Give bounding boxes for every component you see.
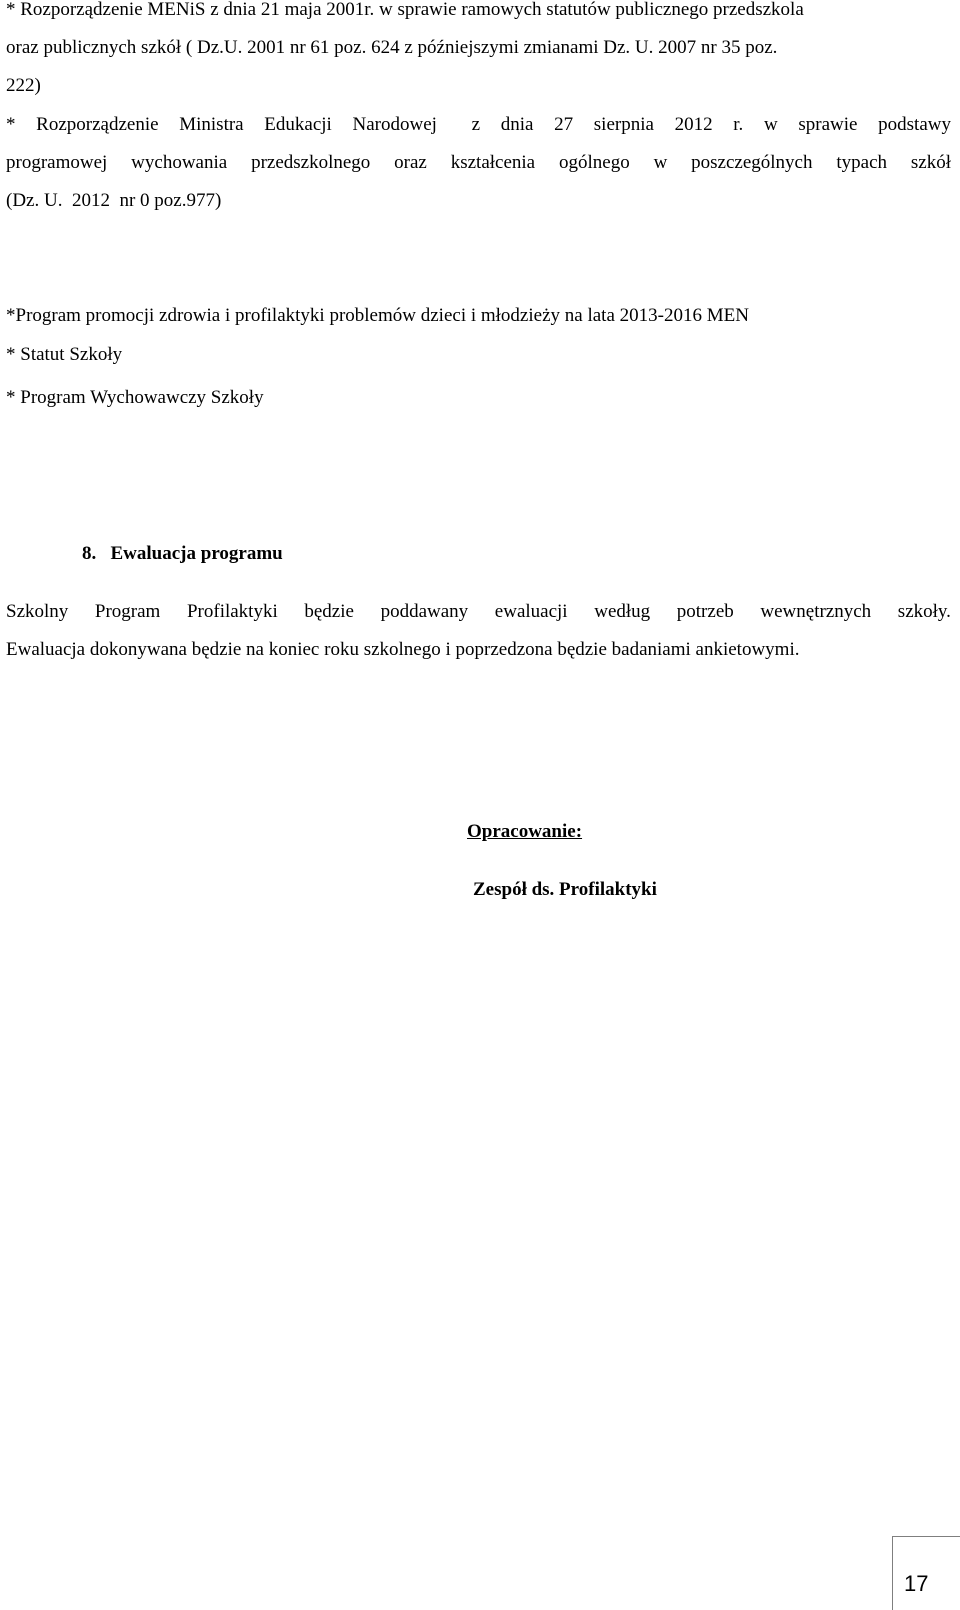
reference-line [6, 115, 951, 134]
word: typach [836, 152, 888, 173]
word: w [763, 114, 778, 135]
word: ewaluacji [494, 601, 568, 622]
word: dnia [500, 114, 534, 135]
prepared-by-label: Opracowanie: [467, 821, 583, 842]
word: ogólnego [558, 152, 630, 173]
page-number: 17 [904, 1571, 929, 1596]
word: będzie [304, 601, 354, 622]
program-item: * Program Wychowawczy Szkoły [6, 387, 264, 408]
section-heading: 8. Ewaluacja programu [82, 543, 283, 564]
program-item: *Program promocji zdrowia i profilaktyki problemów dzieci i młodzieży na lata 2013-2016 MEN [6, 305, 749, 326]
reference-line: (Dz. U. 2012 nr 0 poz.977) [6, 190, 222, 211]
word: Ministra [179, 114, 244, 135]
word: szkół [910, 152, 951, 173]
word: wychowania [131, 152, 228, 173]
prepared-by-author: Zespół ds. Profilaktyki [473, 879, 657, 900]
word: programowej [6, 152, 108, 173]
word: 27 [554, 114, 574, 135]
references-curriculum [6, 115, 951, 229]
word: Narodowej [352, 114, 437, 135]
word: poddawany [380, 601, 469, 622]
references-programs [6, 306, 951, 427]
word: * [6, 114, 16, 135]
paragraph-line [6, 602, 951, 621]
word: sierpnia [593, 114, 654, 135]
word: wewnętrznych [760, 601, 872, 622]
program-item: * Statut Szkoły [6, 344, 123, 365]
reference-line: oraz publicznych szkół ( Dz.U. 2001 nr 61 poz. 624 z późniejszymi zmianami Dz. U. 2007 nr 35 poz. [6, 37, 778, 58]
word: przedszkolnego [251, 152, 371, 173]
word: szkoły. [897, 601, 951, 622]
word: Profilaktyki [186, 601, 278, 622]
word: Szkolny [6, 601, 69, 622]
word: potrzeb [676, 601, 734, 622]
word: Rozporządzenie [36, 114, 159, 135]
word: oraz [394, 152, 427, 173]
word: Program [94, 601, 161, 622]
word: podstawy [878, 114, 951, 135]
paragraph-line: Ewaluacja dokonywana będzie na koniec roku szkolnego i poprzedzona będzie badaniami ankietowymi. [6, 639, 800, 660]
word: z [471, 114, 481, 135]
word: Edukacji [264, 114, 332, 135]
word: 2012 [674, 114, 713, 135]
word: w [653, 152, 668, 173]
reference-line [6, 153, 951, 172]
word: według [594, 601, 651, 622]
evaluation-paragraph [6, 602, 951, 678]
reference-line: * Rozporządzenie MENiS z dnia 21 maja 2001r. w sprawie ramowych statutów publicznego przedszkola [6, 0, 804, 20]
reference-line: 222) [6, 75, 41, 96]
word: poszczególnych [691, 152, 813, 173]
word: kształcenia [450, 152, 536, 173]
word: sprawie [798, 114, 858, 135]
references-intro [6, 0, 951, 114]
word: r. [733, 114, 744, 135]
